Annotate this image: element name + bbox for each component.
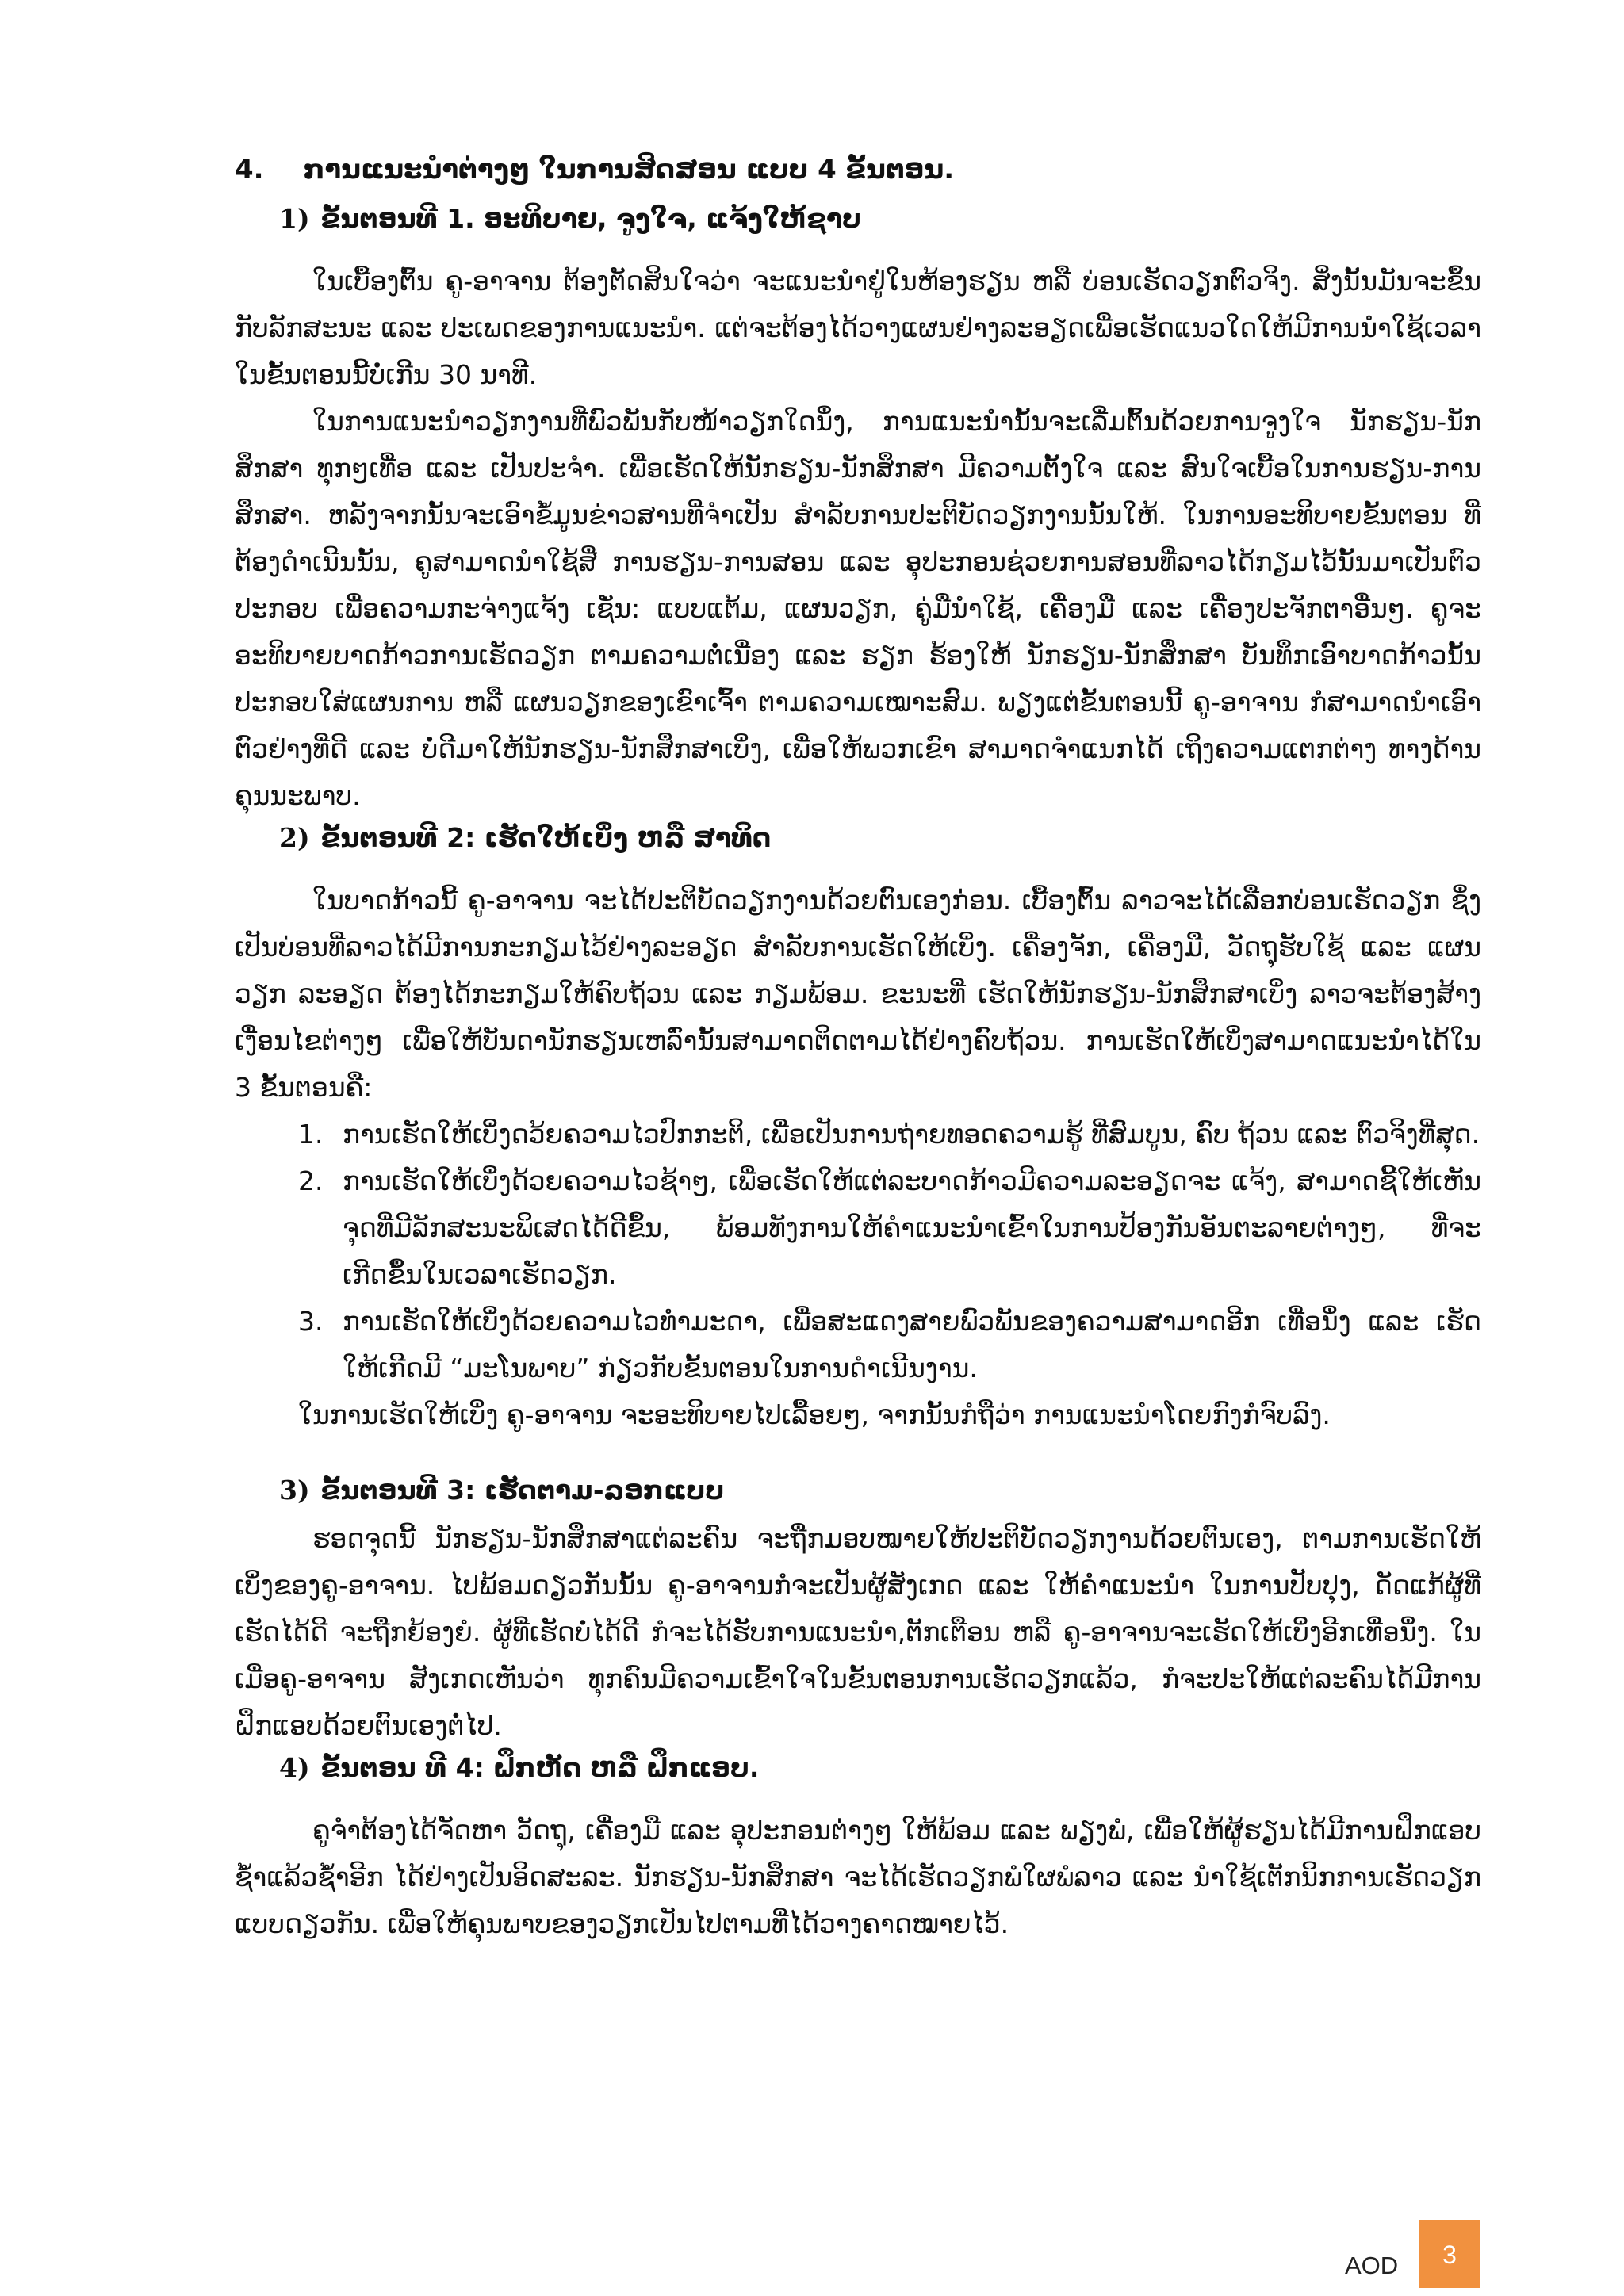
page-content	[235, 154, 1481, 1947]
step-1-number: 1)	[279, 203, 310, 234]
step-2-heading	[279, 822, 1481, 853]
page-number: 3	[1442, 2241, 1457, 2269]
step-3-heading	[279, 1475, 1481, 1506]
step-2-closing: ໃນການເຮັດໃຫ້ເບິ່ງ ຄູ-ອາຈານ ຈະອະທິບາຍໄປເລື້ອຍໆ, ຈາກນັ້ນກໍຖືວ່າ ການແນະນຳໂດຍກົງກໍຈົບລົງ.	[298, 1399, 1331, 1430]
step-1-paragraph-2: ໃນການແນະນຳວຽກງານທີ່ພົວພັນກັບໜ້າວຽກໃດນຶ່ງ, ການແນະນຳນັ້ນຈະເລີ່ມຕົ້ນດ້ວຍການຈູງໃຈ ນັກຮຽນ-ນັກສຶກສາ ທຸກໆເທື່ອ ແລະ ເປັນປະຈຳ. ເພື່ອເຮັດໃຫ້ນັກຮຽນ-ນັກສຶກສາ ມີຄວາມຕັ້ງໃຈ ແລະ ສົນໃຈເບື້ອໃນການຮຽນ-ການສຶກສາ. ຫລັງຈາກນັ້ນຈະເອົາຂໍ້ມູນຂ່າວສານທີ່ຈຳເປັນ ສຳລັບການປະຕິບັດວຽກງານນັ້ນໃຫ້. ໃນການອະທິບາຍຂັ້ນຕອນ ທີ່ຕ້ອງດຳເນີນນັ້ນ, ຄູສາມາດນຳໃຊ້ສື່ ການຮຽນ-ການສອນ ແລະ ອຸປະກອນຊ່ວຍການສອນທີ່ລາວໄດ້ກຽມໄວ້ນັ້ນມາເປັນຕົວປະກອບ ເພື່ອຄວາມກະຈ່າງແຈ້ງ ເຊັ່ນ: ແບບແຕ້ມ, ແຜນວຽກ, ຄູ່ມືນຳໃຊ້, ເຄື່ອງມື ແລະ ເຄື່ອງປະຈັກຕາອື່ນໆ. ຄູຈະອະທິບາຍບາດກ້າວການເຮັດວຽກ ຕາມຄວາມຕໍ່ເນື່ອງ ແລະ ຮຽກ ຮ້ອງໃຫ້ ນັກຮຽນ-ນັກສຶກສາ ບັນທຶກເອົາບາດກ້າວນັ້ນ ປະກອບໃສ່ແຜນການ ຫລື ແຜນວຽກຂອງເຂົາເຈົ້າ ຕາມຄວາມເໝາະສົມ. ພຽງແຕ່ຂັ້ນຕອນນີ້ ຄູ-ອາຈານ ກໍສາມາດນຳເອົາຕົວຢ່າງທີ່ດີ ແລະ ບໍ່ດີມາໃຫ້ນັກຮຽນ-ນັກສຶກສາເບິ່ງ, ເພື່ອໃຫ້ພວກເຂົາ ສາມາດຈຳແນກໄດ້ ເຖິງຄວາມແຕກຕ່າງ ທາງດ້ານຄຸນນະພາບ.	[235, 406, 1481, 811]
step-4-title: ຂັ້ນຕອນ ທີ 4: ຝຶກຫັດ ຫລື ຝຶກແອບ.	[320, 1752, 760, 1783]
list-item	[298, 1158, 1481, 1298]
step-3-number: 3)	[279, 1475, 310, 1506]
step-4-paragraph-1: ຄູຈຳຕ້ອງໄດ້ຈັດຫາ ວັດຖຸ, ເຄື່ອງມື ແລະ ອຸປະກອນຕ່າງໆ ໃຫ້ພ້ອມ ແລະ ພຽງພໍ, ເພື່ອໃຫ້ຜູ້ຮຽນໄດ້ມີການຝຶກແອບຊ້ຳແລ້ວຊ້ຳອີກ ໄດ້ຢ່າງເປັນອິດສະລະ. ນັກຮຽນ-ນັກສຶກສາ ຈະໄດ້ເຮັດວຽກພໍໃຜພໍລາວ ແລະ ນຳໃຊ້ເຕັກນິກການເຮັດວຽກແບບດຽວກັນ. ເພື່ອໃຫ້ຄຸນພາບຂອງວຽກເປັນໄປຕາມທີ່ໄດ້ວາງຄາດໝາຍໄວ້.	[235, 1815, 1481, 1939]
footer-label: AOD	[1345, 2252, 1399, 2279]
step-3-title: ຂັ້ນຕອນທີ 3: ເຮັດຕາມ-ລອກແບບ	[320, 1475, 725, 1506]
page-number-box	[1419, 2220, 1480, 2288]
list-item-text: ການເຮັດໃຫ້ເບິ່ງດ້ວຍຄວາມໄວຊ້າໆ, ເພື່ອເຮັດໃຫ້ແຕ່ລະບາດກ້າວມີຄວາມລະອຽດຈະ ແຈ້ງ, ສາມາດຊີ້ໃຫ້ເຫັນຈຸດທີ່ມີລັກສະນະພິເສດໄດ້ດີຂຶ້ນ, ພ້ອມທັງການໃຫ້ຄຳແນະນຳເຂົ້າໃນການປ້ອງກັນອັນຕະລາຍຕ່າງໆ, ທີ່ຈະເກີດຂຶ້ນໃນເວລາເຮັດວຽກ.	[343, 1165, 1481, 1290]
demonstration-list	[298, 1111, 1481, 1391]
list-item-number: 3.	[298, 1306, 324, 1337]
step-4-heading	[279, 1752, 1481, 1783]
step-1-heading	[279, 203, 1481, 234]
step-2-title: ຂັ້ນຕອນທີ 2: ເຮັດໃຫ້ເບິ່ງ ຫລື ສາທິດ	[320, 822, 772, 853]
list-item	[298, 1111, 1481, 1158]
section-number: 4.	[235, 154, 264, 186]
step-4-number: 4)	[279, 1752, 310, 1783]
step-2-paragraph-1: ໃນບາດກ້າວນີ້ ຄູ-ອາຈານ ຈະໄດ້ປະຕິບັດວຽກງານດ້ວຍຕົນເອງກ່ອນ. ເບື້ອງຕົ້ນ ລາວຈະໄດ້ເລືອກບ່ອນເຮັດວຽກ ຊຶ່ງເປັນບ່ອນທີ່ລາວໄດ້ມີການກະກຽມໄວ້ຢ່າງລະອຽດ ສຳລັບການເຮັດໃຫ້ເບິ່ງ. ເຄື່ອງຈັກ, ເຄື່ອງມື, ວັດຖຸຮັບໃຊ້ ແລະ ແຜນວຽກ ລະອຽດ ຕ້ອງໄດ້ກະກຽມໃຫ້ຄົບຖ້ວນ ແລະ ກຽມພ້ອມ. ຂະນະທີ່ ເຮັດໃຫ້ນັກຮຽນ-ນັກສຶກສາເບິ່ງ ລາວຈະຕ້ອງສ້າງເງື່ອນໄຂຕ່າງໆ ເພື່ອໃຫ້ບັນດານັກຮຽນເຫລົ່ານັ້ນສາມາດຕິດຕາມໄດ້ຢ່າງຄົບຖ້ວນ. ການເຮັດໃຫ້ເບິ່ງສາມາດແນະນຳໄດ້ໃນ 3 ຂັ້ນຕອນຄື:	[235, 885, 1481, 1103]
list-item-text: ການເຮັດໃຫ້ເບິ່ງດ້ວຍຄວາມໄວທຳມະດາ, ເພື່ອສະແດງສາຍພົວພັນຂອງຄວາມສາມາດອີກ ເທື່ອນຶ່ງ ແລະ ເຮັດໃຫ້ເກີດມີ “ມະໂນພາບ” ກ່ຽວກັບຂັ້ນຕອນໃນການດຳເນີນງານ.	[343, 1306, 1481, 1383]
list-item-text: ການເຮັດໃຫ້ເບິ່ງດວ້ຍຄວາມໄວປົກກະຕິ, ເພື່ອເປັນການຖ່າຍທອດຄວາມຮູ້ ທີ່ສົມບູນ, ຄົບ ຖ້ວນ ແລະ ຕົວຈິງທີ່ສຸດ.	[343, 1119, 1480, 1150]
step-1-paragraph-1: ໃນເບື້ອງຕົ້ນ ຄູ-ອາຈານ ຕ້ອງຕັດສິນໃຈວ່າ ຈະແນະນຳຢູ່ໃນຫ້ອງຮຽນ ຫລື ບ່ອນເຮັດວຽກຕົວຈິງ. ສິ່ງນັ້ນມັນຈະຂຶ້ນກັບລັກສະນະ ແລະ ປະເພດຂອງການແນະນຳ. ແຕ່ຈະຕ້ອງໄດ້ວາງແຜນຢ່າງລະອຽດເພື່ອເຮັດແນວໃດໃຫ້ມີການນຳໃຊ້ເວລາໃນຂັ້ນຕອນນີ້ບໍ່ເກີນ 30 ນາທີ.	[235, 266, 1481, 390]
list-item-number: 2.	[298, 1165, 324, 1196]
step-3-paragraph-1: ຮອດຈຸດນີ້ ນັກຮຽນ-ນັກສຶກສາແຕ່ລະຄົນ ຈະຖືກມອບໝາຍໃຫ້ປະຕິບັດວຽກງານດ້ວຍຕົນເອງ, ຕາມການເຮັດໃຫ້ເບິ່ງຂອງຄູ-ອາຈານ. ໄປພ້ອມດຽວກັນນັ້ນ ຄູ-ອາຈານກໍຈະເປັນຜູ້ສັງເກດ ແລະ ໃຫ້ຄຳແນະນຳ ໃນການປັບປຸງ, ດັດແກ້ຜູ້ທີ່ເຮັດໄດ້ດີ ຈະຖືກຍ້ອງຍໍ. ຜູ້ທີ່ເຮັດບໍ່ໄດ້ດີ ກໍຈະໄດ້ຮັບການແນະນຳ,ຕັກເຕືອນ ຫລື ຄູ-ອາຈານຈະເຮັດໃຫ້ເບິ່ງອີກເທື່ອນຶ່ງ. ໃນເມື່ອຄູ-ອາຈານ ສັງເກດເຫັນວ່າ ທຸກຄົນມີຄວາມເຂົ້າໃຈໃນຂັ້ນຕອນການເຮັດວຽກແລ້ວ, ກໍຈະປະໃຫ້ແຕ່ລະຄົນໄດ້ມີການຝຶກແອບດ້ວຍຕົນເອງຕໍ່ໄປ.	[235, 1523, 1481, 1741]
list-item	[298, 1298, 1481, 1391]
step-2-number: 2)	[279, 822, 310, 853]
list-item-number: 1.	[298, 1119, 324, 1150]
section-title: ການແນະນຳຕ່າງໆ ໃນການສິດສອນ ແບບ 4 ຂັ້ນຕອນ.	[303, 154, 955, 186]
section-heading	[235, 154, 1481, 186]
step-1-title: ຂັ້ນຕອນທີ 1. ອະທິບາຍ, ຈູງໃຈ, ແຈ້ງໃຫ້ຊາບ	[320, 203, 862, 234]
